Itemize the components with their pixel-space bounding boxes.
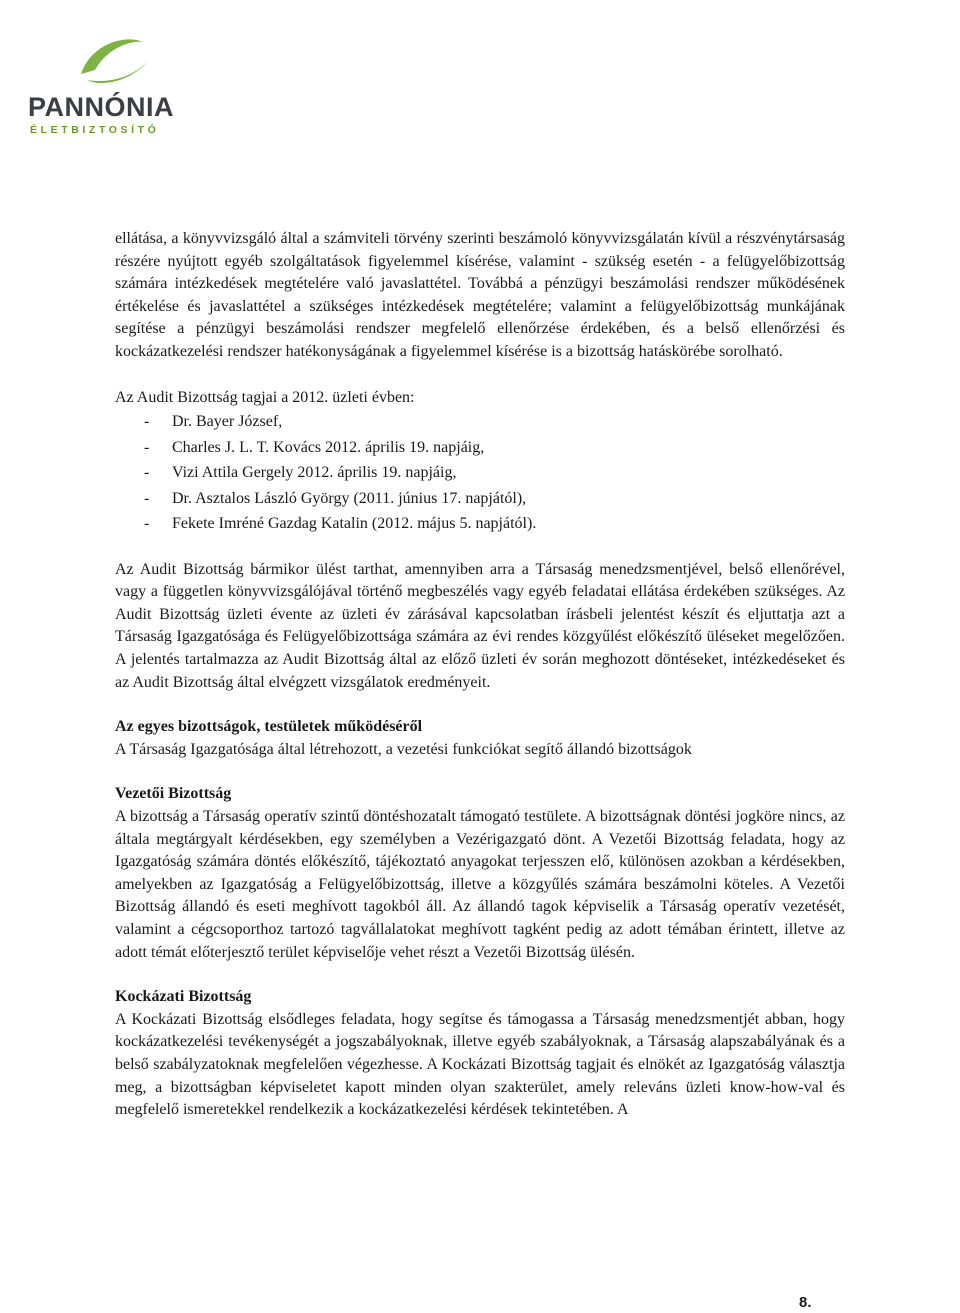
- risk-committee-heading: Kockázati Bizottság: [115, 988, 252, 1006]
- committees-heading: Az egyes bizottságok, testületek működéséről: [115, 718, 423, 736]
- members-list: [115, 409, 845, 537]
- list-item: - Charles J. L. T. Kovács 2012. április 19. napjáig,: [144, 438, 485, 456]
- brand-subtitle: ÉLETBIZTOSÍTÓ: [30, 124, 160, 136]
- list-item: - Dr. Asztalos László György (2011. június 17. napjától),: [144, 489, 527, 507]
- brand-name: PANNÓNIA: [28, 92, 175, 122]
- committees-intro: A Társaság Igazgatósága által létrehozott, a vezetési funkciókat segítő állandó bizottságok: [115, 740, 692, 758]
- running-figure-icon: [73, 30, 153, 90]
- risk-committee-text: A Kockázati Bizottság elsődleges feladata, hogy segítse és támogassa a Társaság menedzsmentjét abban, hogy kockázatkezelési tevékenységét a jogszabályoknak, illetve egyéb szabályoknak, a Társaság alapszabályának és a belső szabályzatoknak megfelelően végezhesse. A Kockázati Bizottság tagjait és elnökét az Igazgatóság választja meg, a bizottságban képviseletet kapott minden olyan szakterület, amely releváns üzleti know-how-val és megfelelő ismeretekkel rendelkezik a kockázatkezelési kérdések tekintetében. A: [115, 1010, 845, 1119]
- list-item: - Dr. Bayer József,: [144, 413, 283, 431]
- executive-committee-heading: Vezetői Bizottság: [115, 785, 232, 803]
- document-body: [115, 228, 845, 1122]
- members-title: Az Audit Bizottság tagjai a 2012. üzleti évben:: [115, 388, 415, 406]
- company-logo: [28, 30, 193, 135]
- intro-paragraph: ellátása, a könyvvizsgáló által a számviteli törvény szerinti beszámoló könyvvizsgálatán kívül a részvénytársaság részére nyújtott egyéb szolgáltatások figyelemmel kísérése, valamint - szükség esetén - a felügyelőbizottság számára intézkedések megtételére való javaslattétel. Továbbá a pénzügyi beszámolási rendszer működésének értékelése és javaslattétel a szükséges intézkedések megtételére; valamint a felügyelőbizottság munkájának segítése a pénzügyi beszámolási rendszer megfelelő ellenőrzése érdekében, és a belső ellenőrzési és kockázatkezelési rendszer hatékonyságának a figyelemmel kísérése is a bizottság hatáskörébe sorolható.: [115, 230, 845, 360]
- page-number: 8.: [799, 1294, 812, 1311]
- audit-paragraph: Az Audit Bizottság bármikor ülést tarthat, amennyiben arra a Társaság menedzsmentjével, belső ellenőrével, vagy a független könyvvizsgálójával történő megbeszélés vagy egyéb feladatai ellátása érdekében szükséges. Az Audit Bizottság üzleti évente az üzleti év zárásával kapcsolatban írásbeli jelentést készít és eljuttatja azt a Társaság Igazgatósága és Felügyelőbizottsága számára az évi rendes közgyűlést előkészítő üléseket megelőzően. A jelentés tartalmazza az Audit Bizottság által az előző üzleti év során meghozott döntéseket, intézkedéseket és az Audit Bizottság által elvégzett vizsgálatok eredményeit.: [115, 560, 845, 691]
- list-item: - Vizi Attila Gergely 2012. április 19. napjáig,: [144, 464, 457, 482]
- list-item: - Fekete Imréné Gazdag Katalin (2012. május 5. napjától).: [144, 515, 537, 533]
- executive-committee-text: A bizottság a Társaság operatív szintű döntéshozatalt támogató testülete. A bizottságnak döntési jogköre nincs, az általa megtárgyalt kérdésekben, egy személyben a Vezérigazgató dönt. A Vezetői Bizottság feladata, hogy az Igazgatóság számára döntés előkészítő, tájékoztató anyagokat terjesszen elő, különösen azokban a kérdésekben, amelyekben az Igazgatóság a Felügyelőbizottság, illetve a közgyűlés számára beszámolni köteles. A Vezetői Bizottság állandó és eseti meghívott tagokból áll. Az állandó tagok képviselik a Társaság operatív vezetését, valamint a cégcsoporthoz tartozó tagvállalatokat meghívott tagként pedig az adott témában érintett, illetve az adott témát előterjesztő terület képviselője vehet részt a Vezetői Bizottság ülésén.: [115, 808, 845, 961]
